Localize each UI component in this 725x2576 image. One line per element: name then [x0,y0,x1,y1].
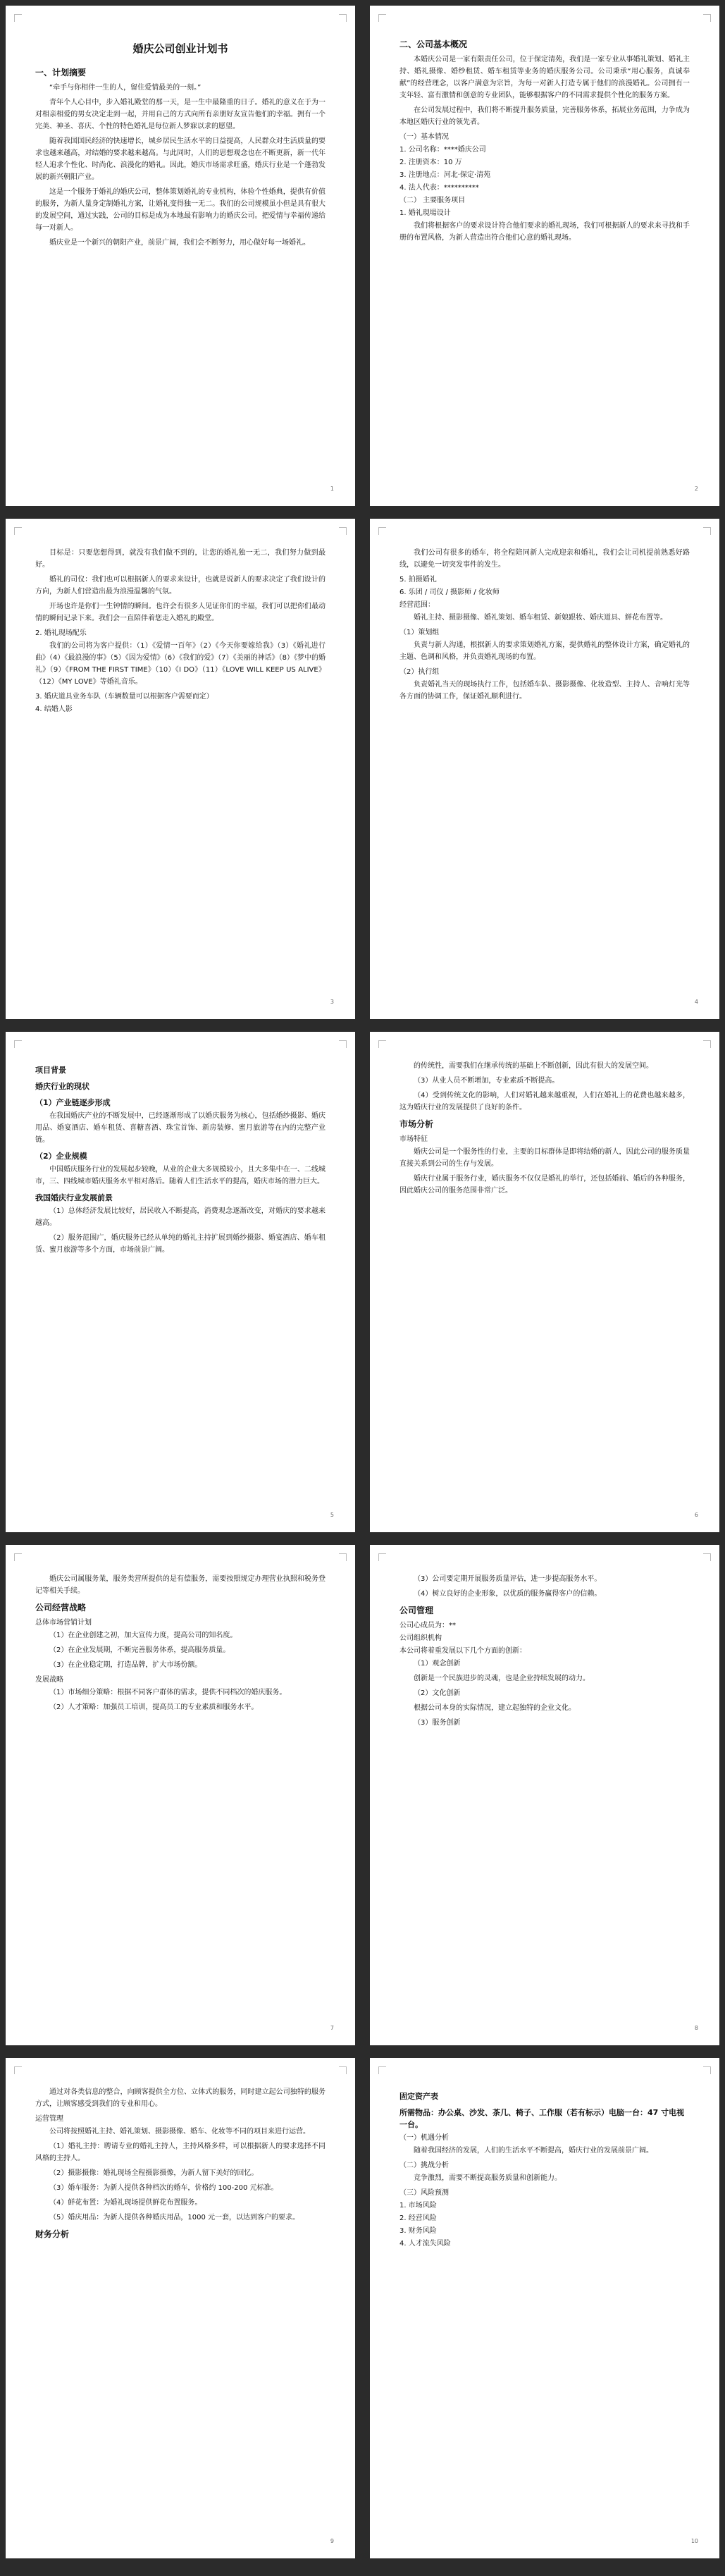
item-heading: 1. 婚礼現場设计 [399,209,451,217]
crop-mark [703,1553,711,1561]
crop-mark [339,2066,347,2074]
crop-mark [14,527,22,535]
page-4 [370,519,719,1019]
section-heading: 固定资产表 [399,2092,438,2101]
paragraph: 青年个人心目中，步入婚礼殿堂的那一天，是一生中最隆重的日子。婚礼的意义在于为一对相亲相爱的男女决定走到一起，并用自己的方式向所有亲朋好友宣告他们的幸福。拥有一个完美、神圣、喜庆、个性的特色婚礼是每位新人梦寐以求的愿望。 [35,99,326,130]
paragraph: 婚庆公司是一个服务性的行业，主要的目标群体是即将结婚的新人，因此公司的服务质量直接关系到公司的生存与发展。 [399,1148,690,1168]
section-heading: 公司管理 [399,1606,434,1615]
paragraph: 本婚庆公司是一家有限责任公司，位于保定清苑，我们是一家专业从事婚礼策划、婚礼主持、婚礼摄像、婚纱租赁、婚车租赁等业务的婚庆服务公司。公司秉承“用心服务，真诚奉献”的经营理念，以客户满意为宗旨，为每一对新人打造专属于他们的浪漫婚礼。公司拥有一支年轻、富有激情和创意的专业团队，能够根据客户的不同需求提供个性化的服务方案。 [399,56,690,99]
section-heading: 财务分析 [35,2229,70,2239]
paragraph: 中国婚庆服务行业的发展起步较晚，从业的企业大多规模较小，且大多集中在一、二线城市，三、四线城市婚庆服务水平相对落后。随着人们生活水平的提高，婚庆市场的潜力巨大。 [35,1166,326,1185]
page-number: 10 [690,2538,698,2544]
page-5 [6,1032,355,1532]
list-item: 4. 人才流失风险 [399,2240,451,2248]
paragraph: 我们将根据客户的要求设计符合他们要求的婚礼现场，我们可根据新人的要求来寻找和手册的布置风格，为新人营造出符合他们心意的婚礼现场。 [399,222,690,242]
list-item: 公司将按照婚礼主持、婚礼策划、摄影摄像、婚车、化妆等不同的项目来进行运营。 [49,2128,310,2136]
info-line: 公司心成员为：** [399,1622,456,1629]
crop-mark [378,1040,386,1048]
paragraph: （1）总体经济发展比较好，居民收入不断提高，消费观念逐渐改变，对婚庆的要求越来越高。 [35,1207,326,1227]
page-number: 4 [694,999,698,1005]
page-number: 5 [330,1512,334,1518]
list-item: （二）挑战分析 [399,2162,449,2169]
paragraph: 婚庆业是一个新兴的朝阳产业，前景广阔，我们会不断努力，用心做好每一场婚礼。 [49,239,310,247]
paragraph: 在公司发展过程中，我们将不断提升服务质量，完善服务体系，拓展业务范围，力争成为本地区婚庆行业的领先者。 [399,106,690,126]
list-item: 根据公司本身的实际情况，建立起独特的企业文化。 [414,1704,576,1712]
paragraph: 目标是：只要您想得到，就没有我们做不到的，让您的婚礼独一无二，我们努力做到最好。 [35,549,326,569]
paragraph: 通过对各类信息的整合，向顾客提供全方位、立体式的服务，同时建立起公司独特的服务方式，让顾客感受到我们的专业和用心。 [35,2088,326,2108]
list-item: 创新是一个民族进步的灵魂，也是企业持续发展的动力。 [414,1675,590,1682]
document-title: 婚庆公司创业计划书 [132,42,228,55]
paragraph: 随着我国国民经济的快速增长，城乡居民生活水平的日益提高，人民群众对生活质量的要求也越来越高，对结婚的要求越来越高。与此同时，人们的思想观念也在不断更新，新一代年轻人追求个性化、时尚化、浪漫化的婚礼。因此，婚庆市场需求旺盛，婚庆行业是一个蓬勃发展的新兴朝阳产业。 [35,137,326,181]
bold-paragraph: 所需物品：办公桌、沙发、茶几、椅子、工作服（若有标示）电脑一台：47 寸电视一台。 [399,2108,685,2129]
page-number: 3 [330,999,334,1005]
subheading: 总体市场营销计划 [35,1619,92,1627]
page-2 [370,6,719,506]
subheading: （一）基本情况 [399,133,449,141]
item-heading: 2. 婚礼现场配乐 [35,629,87,637]
info-line: 3. 注册地点：河北·保定·清苑 [399,171,491,179]
list-item: 随着我国经济的发展，人们的生活水平不断提高，婚庆行业的发展前景广阔。 [414,2147,653,2155]
crop-mark [14,1553,22,1561]
paragraph: 婚礼的司仪：我们也可以根据新人的要求来设计，也就是说新人的要求决定了我们设计的方向，为新人们营造出最为浪漫温馨的气氛。 [35,576,326,596]
crop-mark [14,2066,22,2074]
subheading: （2）执行组 [399,668,440,676]
list-item: 3. 财务风险 [399,2227,437,2235]
subheading: （1）产业链逐步形成 [35,1098,111,1107]
section-heading: 项目背景 [35,1066,66,1075]
list-item: （一）机遇分析 [399,2134,449,2142]
subheading: （1）策划组 [399,629,440,636]
section-heading: 市场分析 [399,1119,434,1129]
info-line: 公司组织机构 [399,1634,442,1642]
paragraph: （2）服务范围广，婚庆服务已经从单纯的婚礼主持扩展到婚纱摄影、婚宴酒店、婚车租赁、蜜月旅游等多个方面，市场前景广阔。 [35,1234,326,1254]
page-number: 8 [694,2025,698,2031]
section-heading: 二、公司基本概况 [399,39,468,49]
subheading: 运营管理 [35,2115,63,2123]
list-item: 竞争激烈，需要不断提高服务质量和创新能力。 [414,2174,562,2182]
crop-mark [378,2066,386,2074]
info-line: 2. 注册资本：10 万 [399,159,462,166]
info-line: 4. 法人代表：********** [399,184,479,192]
paragraph: 婚礼主持、摄影摄像、婚礼策划、婚车租赁、新娘跟妆、婚庆道具、鲜花布置等。 [414,614,667,622]
page-1 [6,6,355,506]
paragraph: 开场也许是你们一生钟情的瞬间。也许会有很多人见证你们的幸福，我们可以把你们最动情的瞬间记录下来。我们会一直陪伴着您走入婚礼的殿堂。 [35,603,326,622]
list-item: （2）摄影摄像：婚礼现场全程摄影摄像，为新人留下美好的回忆。 [49,2169,259,2177]
section-heading: 一、计划摘要 [35,68,87,78]
list-item: （5）婚庆用品：为新人提供各种婚庆用品，1000 元一套，以达到客户的要求。 [49,2214,299,2221]
list-item: （三）风险预测 [399,2189,449,2197]
crop-mark [378,527,386,535]
section-heading: 公司经营战略 [35,1603,87,1613]
list-item: （3）在企业稳定期，打造品牌，扩大市场份额。 [49,1661,202,1669]
item-heading: 4. 结婚人影 [35,705,73,713]
crop-mark [378,1553,386,1561]
item-heading: 经营范围： [399,601,435,609]
paragraph: 负责婚礼当天的现场执行工作，包括婚车队、摄影摄像、化妆造型、主持人、音响灯光等各方面的协调工作，保证婚礼顺利进行。 [399,681,690,701]
subheading: （2）企业规模 [35,1152,87,1161]
page-number: 9 [330,2538,334,2544]
page-6 [370,1032,719,1532]
list-item: 2. 经营风险 [399,2214,437,2222]
crop-mark [339,527,347,535]
crop-mark [14,1040,22,1048]
item-heading: 5. 拍摄婚礼 [399,576,437,584]
item-heading: 3. 婚庆道具业务车队（车辆数量可以根据客户需要而定） [35,693,213,701]
list-item: （1）在企业创建之初，加大宣传力度，提高公司的知名度。 [49,1632,237,1639]
page-number: 6 [694,1512,698,1518]
list-item: （2）人才策略：加强员工培训，提高员工的专业素质和服务水平。 [49,1703,259,1711]
paragraph: （3）公司要定期开展服务质量评估，进一步提高服务水平。 [414,1575,602,1583]
list-item: （1）市场细分策略：根据不同客户群体的需求，提供不同档次的婚庆服务。 [49,1689,287,1696]
page-9 [6,2058,355,2558]
paragraph: （3）从业人员不断增加，专业素质不断提高。 [414,1077,559,1085]
list-item: 1. 市场风险 [399,2202,437,2210]
crop-mark [703,527,711,535]
page-3 [6,519,355,1019]
subheading: 婚庆行业的现状 [35,1082,89,1091]
crop-mark [339,1553,347,1561]
paragraph: 在我国婚庆产业的不断发展中，已经逐渐形成了以婚庆服务为核心，包括婚纱摄影、婚庆用品、婚宴酒店、婚车租赁、喜糖喜酒、珠宝首饰、新房装修、蜜月旅游等在内的完整产业链。 [35,1112,326,1144]
paragraph: 这是一个服务于婚礼的婚庆公司，整体策划婚礼的专业机构，体验个性婚典，提供有价值的服务，为新人量身定制婚礼方案，让婚礼变得独一无二。我们的公司规模虽小但是具有很大的发展空间，通过实践，公司的目标是成为本地最有影响力的婚庆公司。把爱情与幸福传递给每一对新人。 [35,188,326,232]
page-number: 1 [330,486,334,492]
item-heading: 6. 乐团 / 司仪 / 摄影师 / 化妆师 [399,588,500,596]
paragraph: （4）树立良好的企业形象，以优质的服务赢得客户的信赖。 [414,1590,602,1598]
subheading: 本公司将着重发展以下几个方面的创新： [399,1647,526,1655]
page-10 [370,2058,719,2558]
list-item: （2）文化创新 [414,1689,461,1697]
list-item: （1）观念创新 [414,1660,461,1668]
paragraph: 婚庆行业属于服务行业，婚庆服务不仅仅是婚礼的举行，还包括婚前、婚后的各种服务，因此婚庆公司的服务范围非常广泛。 [399,1175,690,1195]
paragraph: （4）受到传统文化的影响，人们对婚礼越来越重视，人们在婚礼上的花费也越来越多，这为婚庆行业的发展提供了良好的条件。 [399,1092,690,1111]
paragraph: 负责与新人沟通，根据新人的要求策划婚礼方案，提供婚礼的整体设计方案，确定婚礼的主题、色调和风格，并负责婚礼现场的布置。 [399,641,690,661]
paragraph: “牵手与你相伴一生的人，留住爱情最美的一刻。” [49,84,202,92]
crop-mark [703,1040,711,1048]
list-item: （3）婚车服务：为新人提供各种档次的婚车，价格约 100-200 元标准。 [49,2184,278,2192]
paragraph: 我们的公司将为客户提供：（1）《爱情一百年》（2）《今天你要嫁给我》（3）《婚礼进行曲》（4）《最浪漫的事》（5）《因为爱情》（6）《我们的爱》（7）《美丽的神话》（8）《梦中的婚礼》（9）《FROM THE FIRST TIME》（10）《I DO》（11）《LOVE WILL KEEP US ALIVE》（12）《MY LOVE》等婚礼音乐。 [35,642,326,686]
subheading: 市场特征 [399,1135,428,1143]
list-item: （2）在企业发展期，不断完善服务体系，提高服务质量。 [49,1646,230,1654]
info-line: 1. 公司名称：****婚庆公司 [399,146,486,154]
crop-mark [14,14,22,22]
list-item: （4）鲜花布置：为婚礼现场提供鲜花布置服务。 [49,2199,202,2207]
paragraph: 的传统性，需要我们在继承传统的基础上不断创新，因此有很大的发展空间。 [414,1062,653,1070]
crop-mark [378,14,386,22]
list-item: （3）服务创新 [414,1719,461,1727]
subheading: （二） 主要服务项目 [399,197,466,204]
subheading: 我国婚庆行业发展前景 [35,1193,113,1202]
page-number: 7 [330,2025,334,2031]
paragraph: 婚庆公司属服务業，服务类营所提供的是有偿服务，需要按照规定办理营业执照和税务登记等相关手续。 [35,1575,326,1595]
crop-mark [339,1040,347,1048]
subheading: 发展战略 [35,1676,63,1684]
page-number: 2 [694,486,698,492]
paragraph: 我们公司有很多的婚车，将全程陪同新人完成迎亲和婚礼，我们会让司机提前熟悉好路线，以避免一切突发事件的发生。 [399,549,690,569]
page-8 [370,1545,719,2045]
crop-mark [703,2066,711,2074]
crop-mark [339,14,347,22]
crop-mark [703,14,711,22]
page-7 [6,1545,355,2045]
list-item: （1）婚礼主持：聘请专业的婚礼主持人，主持风格多样，可以根据新人的要求选择不同风格的主持人。 [35,2143,326,2162]
